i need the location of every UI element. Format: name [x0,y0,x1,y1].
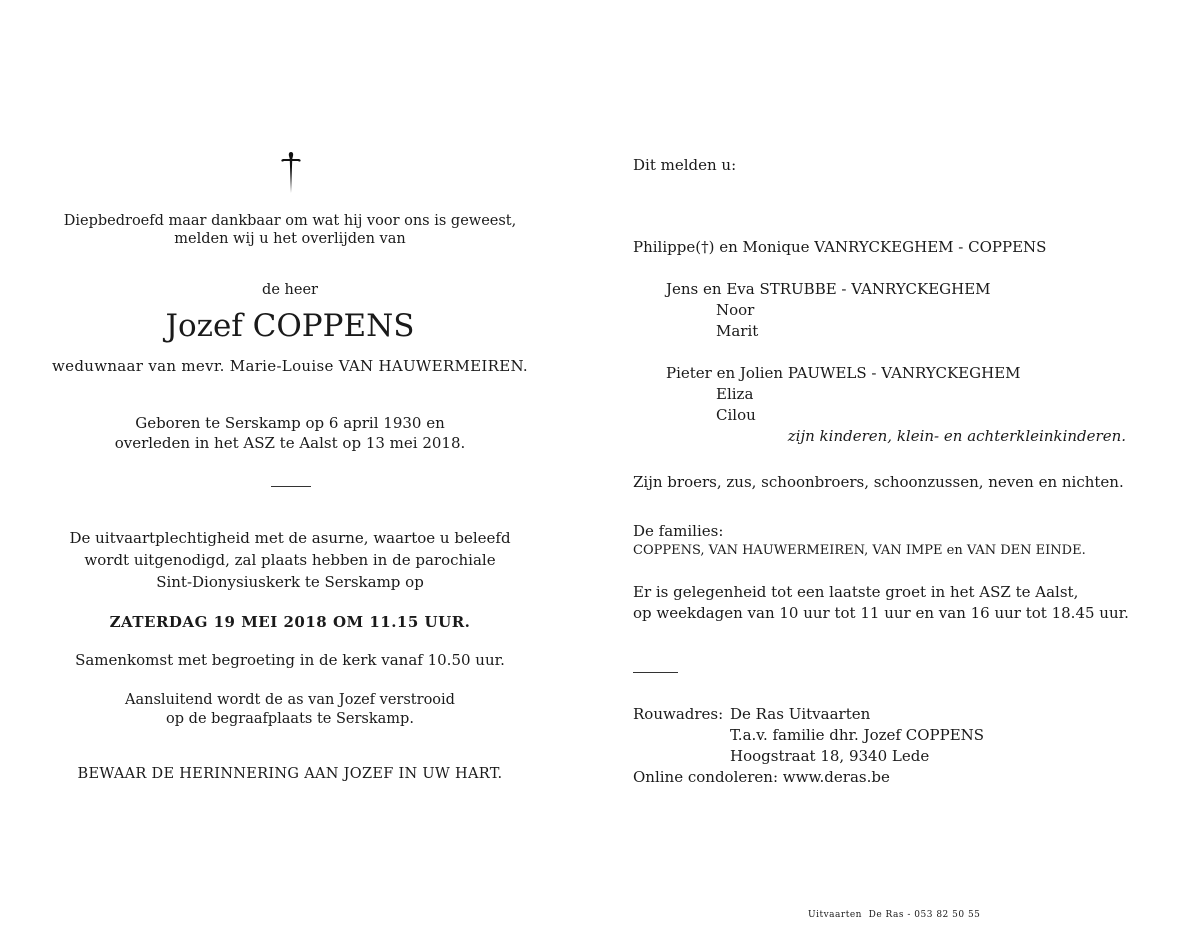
siblings-text: Zijn broers, zus, schoonbroers, schoonzussen, neven en nichten. [633,473,1124,491]
title-text: de heer [262,282,318,298]
widower-text: weduwnaar van mevr. Marie-Louise VAN HAUWERMEIREN. [52,357,528,375]
ashes-line-2: op de begraafplaats te Serskamp. [166,711,414,727]
online-condolences: Online condoleren: www.deras.be [633,768,890,786]
remember-text: BEWAAR DE HERINNERING AAN JOZEF IN UW HART. [77,766,503,782]
couple-1: Jens en Eva STRUBBE - VANRYCKEGHEM [666,280,991,298]
visit-line-2: op weekdagen van 10 uur tot 11 uur en van 16 uur tot 18.45 uur. [633,604,1129,622]
footer-text: Uitvaarten De Ras - 053 82 50 55 [808,910,981,920]
deceased-name: Jozef COPPENS [165,308,415,344]
families-label: De families: [633,522,724,540]
couple-2: Pieter en Jolien PAUWELS - VANRYCKEGHEM [666,364,1021,382]
family-line-1: Philippe(†) en Monique VANRYCKEGHEM - COPPENS [633,238,1047,256]
birth-line-1: Geboren te Serskamp op 6 april 1930 en [135,414,445,432]
grandchild-3: Eliza [716,385,754,403]
ceremony-line-3: Sint-Dionysiuskerk te Serskamp op [156,573,424,591]
birth-line-2: overleden in het ASZ te Aalst op 13 mei 2018. [114,434,466,452]
address-line-1: De Ras Uitvaarten [730,705,871,723]
families-text: COPPENS, VAN HAUWERMEIREN, VAN IMPE en VAN DEN EINDE. [633,543,1086,558]
address-label: Rouwadres: [633,705,724,723]
announce-text: Dit melden u: [633,156,737,174]
intro-line-2: melden wij u het overlijden van [174,231,406,247]
cross-icon [276,150,306,194]
ashes-line-1: Aansluitend wordt de as van Jozef verstrooid [125,692,455,708]
visit-line-1: Er is gelegenheid tot een laatste groet in het ASZ te Aalst, [633,583,1079,601]
ceremony-line-1: De uitvaartplechtigheid met de asurne, waartoe u beleefd [69,529,511,547]
address-line-2: T.a.v. familie dhr. Jozef COPPENS [730,726,985,744]
address-line-3: Hoogstraat 18, 9340 Lede [730,747,930,765]
kids-caption: zijn kinderen, klein- en achterkleinkinderen. [787,427,1126,445]
separator-right [633,672,678,673]
grandchild-4: Cilou [716,406,756,424]
gathering-text: Samenkomst met begroeting in de kerk vanaf 10.50 uur. [75,651,505,669]
grandchild-1: Noor [716,301,755,319]
grandchild-2: Marit [716,322,759,340]
separator-left [271,486,311,487]
intro-line-1: Diepbedroefd maar dankbaar om wat hij voor ons is geweest, [63,213,517,229]
ceremony-date: ZATERDAG 19 MEI 2018 OM 11.15 UUR. [109,613,471,631]
ceremony-line-2: wordt uitgenodigd, zal plaats hebben in de parochiale [84,551,496,569]
